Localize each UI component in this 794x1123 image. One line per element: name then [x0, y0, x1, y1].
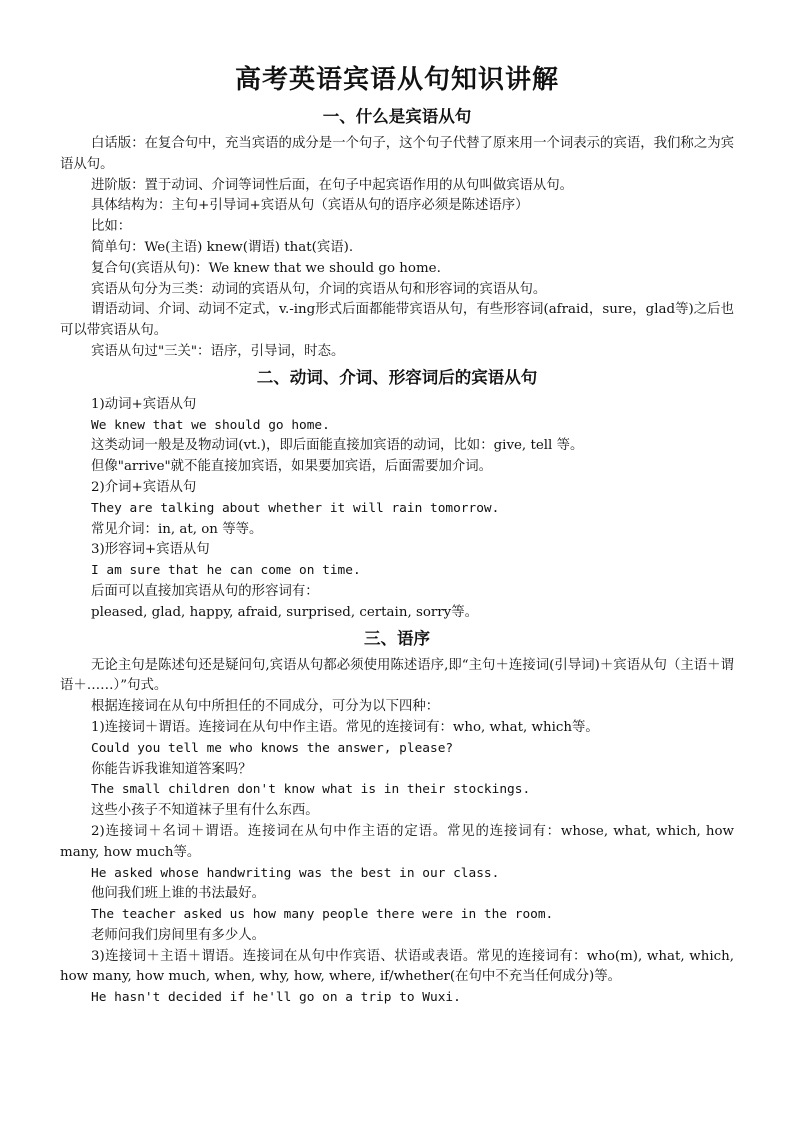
document-title: 高考英语宾语从句知识讲解: [234, 65, 559, 95]
paragraph: 常见介词：in, at, on 等等。: [91, 521, 263, 537]
translation: 你能告诉我谁知道答案吗？: [91, 761, 252, 777]
paragraph: 但像"arrive"就不能直接加宾语，如果要加宾语，后面需要加介词。: [91, 459, 493, 475]
paragraph: 宾语从句过"三关"：语序，引导词，时态。: [91, 343, 345, 359]
paragraph: 谓语动词、介词、动词不定式，v.-ing形式后面都能带宾语从句，有些形容词(afraid，sure，glad等)之后也可以带宾语从句。: [60, 302, 734, 339]
paragraph: pleased, glad, happy, afraid, surprised, certain, sorry等。: [91, 604, 479, 620]
example-sentence: The teacher asked us how many people there were in the room.: [91, 907, 554, 923]
paragraph: 进阶版：置于动词、介词等词性后面，在句子中起宾语作用的从句叫做宾语从句。: [91, 177, 574, 193]
example-sentence: We knew that we should go home.: [91, 417, 330, 433]
example-sentence: I am sure that he can come on time.: [91, 563, 361, 579]
paragraph: 白话版：在复合句中，充当宾语的成分是一个句子，这个句子代替了原来用一个词表示的宾语，我们称之为宾语从句。: [60, 136, 734, 172]
translation: 老师问我们房间里有多少人。: [91, 927, 266, 943]
paragraph: 3)连接词＋主语＋谓语。连接词在从句中作宾语、状语或表语。常见的连接词有：who(m), what, which, how many, how much, when, why, how, where, if/whether(在句中不充当任何成分)等。: [60, 948, 734, 985]
paragraph: 简单句：We(主语) knew(谓语) that(宾语).: [91, 239, 354, 255]
paragraph: 2)介词+宾语从句: [91, 479, 197, 495]
paragraph: 这类动词一般是及物动词(vt.)，即后面能直接加宾语的动词，比如：give, tell 等。: [91, 438, 584, 454]
paragraph: 宾语从句分为三类：动词的宾语从句，介词的宾语从句和形容词的宾语从句。: [91, 281, 547, 297]
example-sentence: The small children don't know what is in their stockings.: [91, 782, 531, 798]
paragraph: 1)动词+宾语从句: [91, 396, 197, 412]
example-sentence: Could you tell me who knows the answer, please?: [91, 740, 454, 756]
paragraph: 1)连接词＋谓语。连接词在从句中作主语。常见的连接词有：who, what, which等。: [91, 719, 599, 735]
paragraph: 后面可以直接加宾语从句的形容词有：: [91, 583, 319, 599]
example-sentence: He asked whose handwriting was the best in our class.: [91, 865, 500, 881]
paragraph: 比如：: [91, 219, 132, 235]
paragraph: 2)连接词＋名词＋谓语。连接词在从句中作主语的定语。常见的连接词有：whose, what, which, how many, how much等。: [60, 823, 734, 860]
paragraph: 根据连接词在从句中所担任的不同成分，可分为以下四种：: [91, 699, 440, 715]
section-heading-3: 三、语序: [364, 628, 430, 648]
paragraph: 无论主句是陈述句还是疑问句,宾语从句都必须使用陈述语序,即“主句＋连接词(引导词)＋宾语从句（主语＋谓语＋……）”句式。: [60, 657, 734, 694]
section-heading-1: 一、什么是宾语从句: [322, 107, 472, 126]
example-sentence: He hasn't decided if he'll go on a trip to Wuxi.: [91, 990, 461, 1006]
section-heading-2: 二、动词、介词、形容词后的宾语从句: [256, 367, 538, 387]
translation: 这些小孩子不知道袜子里有什么东西。: [91, 803, 319, 819]
example-sentence: They are talking about whether it will rain tomorrow.: [91, 500, 500, 516]
paragraph: 具体结构为：主句+引导词+宾语从句（宾语从句的语序必须是陈述语序）: [91, 198, 529, 214]
paragraph: 3)形容词+宾语从句: [91, 542, 210, 558]
paragraph: 复合句(宾语从句)：We knew that we should go home.: [91, 260, 441, 276]
translation: 他问我们班上谁的书法最好。: [91, 886, 266, 902]
